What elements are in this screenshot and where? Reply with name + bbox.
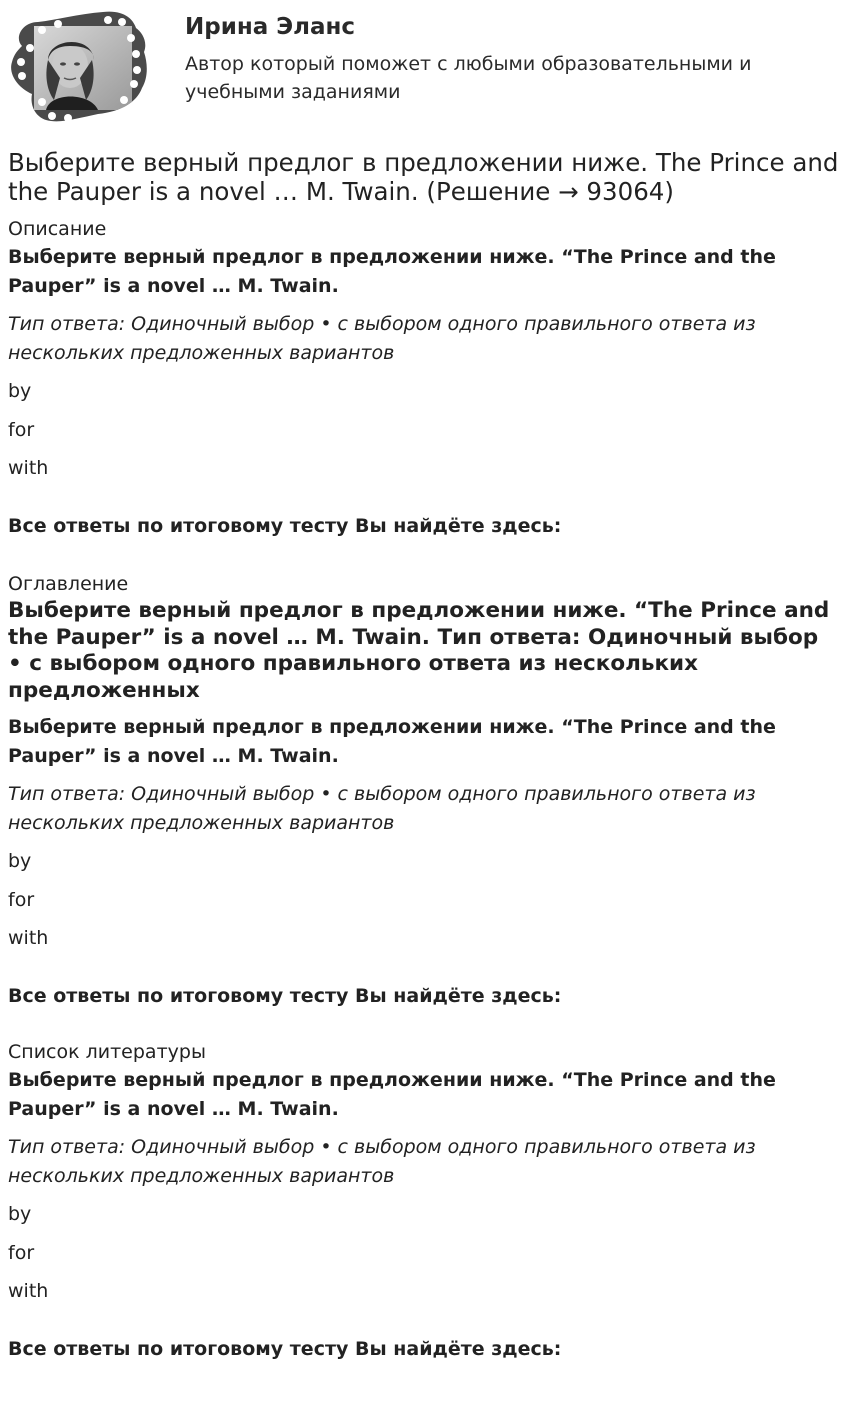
description-section bbox=[8, 216, 839, 540]
answer-options bbox=[8, 847, 839, 953]
author-card bbox=[8, 0, 839, 140]
section-label-description: Описание bbox=[8, 218, 107, 240]
option-item: for bbox=[8, 1241, 35, 1264]
question-text: Выберите верный предлог в предложении ниже. “The Prince and the Pauper” is a novel … M. Twain. bbox=[8, 716, 776, 767]
author-description: Автор который поможет с любыми образовательными и учебными заданиями bbox=[185, 53, 752, 103]
toc-heading: Выберите верный предлог в предложении ниже. “The Prince and the Pauper” is a novel … M. Twain. Тип ответа: Одиночный выбор • с выбором одного правильного ответа из нескольких предложенных bbox=[8, 598, 830, 703]
answer-type: Тип ответа: Одиночный выбор • с выбором одного правильного ответа из нескольких предложенных вариантов bbox=[8, 783, 756, 834]
answer-type: Тип ответа: Одиночный выбор • с выбором одного правильного ответа из нескольких предложенных вариантов bbox=[8, 313, 756, 364]
option-item: by bbox=[8, 380, 32, 402]
option-item: with bbox=[8, 927, 49, 949]
page bbox=[8, 0, 839, 1360]
author-name: Ирина Эланс bbox=[185, 14, 356, 40]
answer-options bbox=[8, 377, 839, 483]
all-answers-text: Все ответы по итоговому тесту Вы найдёте здесь: bbox=[8, 984, 562, 1007]
option-item: with bbox=[8, 457, 49, 479]
author-avatar bbox=[8, 8, 150, 126]
option-item: for bbox=[8, 418, 35, 441]
page-title: Выберите верный предлог в предложении ниже. The Prince and the Pauper is a novel … M. Twain. (Решение → 93064) bbox=[8, 148, 839, 206]
question-text: Выберите верный предлог в предложении ниже. “The Prince and the Pauper” is a novel … M. Twain. bbox=[8, 246, 776, 297]
option-item: by bbox=[8, 1203, 32, 1225]
toc-section bbox=[8, 571, 839, 1010]
literature-section bbox=[8, 1039, 839, 1363]
answer-options bbox=[8, 1200, 839, 1306]
all-answers-text: Все ответы по итоговому тесту Вы найдёте здесь: bbox=[8, 1337, 562, 1360]
section-label-toc: Оглавление bbox=[8, 573, 129, 595]
all-answers-text: Все ответы по итоговому тесту Вы найдёте здесь: bbox=[8, 514, 562, 537]
question-text: Выберите верный предлог в предложении ниже. “The Prince and the Pauper” is a novel … M. Twain. bbox=[8, 1069, 776, 1120]
answer-type: Тип ответа: Одиночный выбор • с выбором одного правильного ответа из нескольких предложенных вариантов bbox=[8, 1136, 756, 1187]
option-item: by bbox=[8, 850, 32, 872]
option-item: for bbox=[8, 888, 35, 911]
section-label-literature: Список литературы bbox=[8, 1041, 206, 1063]
option-item: with bbox=[8, 1280, 49, 1302]
